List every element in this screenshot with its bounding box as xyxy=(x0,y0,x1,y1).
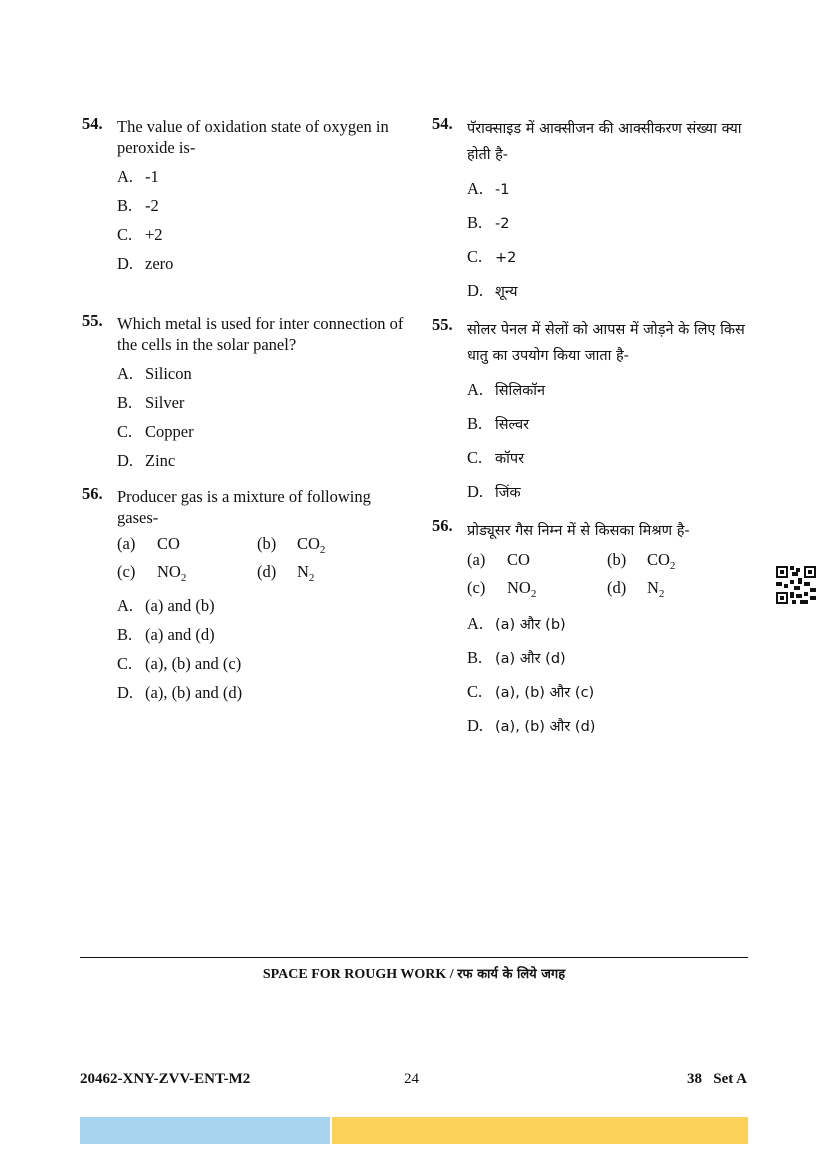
question-text: The value of oxidation state of oxygen in peroxide is- xyxy=(117,117,389,157)
question-number: 54. xyxy=(432,114,453,133)
options-list xyxy=(117,165,412,281)
gas-item-b: (b) $CO_2$ xyxy=(607,550,676,572)
gas-item-c: (c) $NO_2$ xyxy=(117,562,187,584)
footer-bar-yellow xyxy=(332,1117,748,1144)
option-d: D. (a), (b) और (d) xyxy=(467,716,596,735)
options-list xyxy=(117,594,412,710)
options-list xyxy=(467,376,762,512)
question-55-english xyxy=(82,313,412,478)
gas-list xyxy=(117,531,412,587)
hindi-column xyxy=(432,116,762,746)
question-54-english xyxy=(82,116,412,281)
gas-item-d: (d) $N_2$ xyxy=(257,562,315,584)
gas-item-c: (c) $NO_2$ xyxy=(467,578,537,600)
option-d: D. शून्य xyxy=(467,281,518,300)
gas-item-d: (d) $N_2$ xyxy=(607,578,665,600)
gas-item-b: (b) $CO_2$ xyxy=(257,534,326,556)
option-b: B. (a) and (d) xyxy=(117,625,215,644)
paper-code: 20462-XNY-ZVV-ENT-M2 xyxy=(80,1071,251,1087)
option-a: A. सिलिकॉन xyxy=(467,380,546,399)
option-c: C. कॉपर xyxy=(467,448,525,467)
option-a: A. (a) and (b) xyxy=(117,596,215,615)
question-54-hindi xyxy=(432,116,762,311)
set-label: 38 Set A xyxy=(687,1071,747,1087)
rough-work-divider xyxy=(80,957,748,958)
question-56-english xyxy=(82,486,412,710)
gas-item-a: (a) CO xyxy=(117,534,180,553)
question-text: सोलर पेनल में सेलों को आपस में जोड़ने के लिए किस धातु का उपयोग किया जाता है- xyxy=(467,322,745,364)
question-number: 56. xyxy=(432,516,453,535)
options-list xyxy=(117,362,412,478)
gas-list xyxy=(467,547,762,603)
option-a: A. -1 xyxy=(117,167,159,186)
option-a: A. (a) और (b) xyxy=(467,614,566,633)
rough-work-label: SPACE FOR ROUGH WORK / रफ कार्य के लिये जगह xyxy=(262,967,566,982)
option-c: C. (a), (b) और (c) xyxy=(467,682,595,701)
options-list xyxy=(467,610,762,746)
question-56-hindi xyxy=(432,518,762,746)
option-b: B. सिल्वर xyxy=(467,414,530,433)
option-d: D. जिंक xyxy=(467,482,521,501)
question-number: 54. xyxy=(82,114,103,133)
question-number: 56. xyxy=(82,484,103,503)
option-b: B. Silver xyxy=(117,393,185,412)
question-text: Producer gas is a mixture of following gases- xyxy=(117,487,371,527)
qr-code-icon xyxy=(776,566,816,604)
option-d: D. zero xyxy=(117,254,174,273)
page-number: 24 xyxy=(404,1071,419,1087)
question-55-hindi xyxy=(432,317,762,512)
english-column xyxy=(82,116,412,710)
option-b: B. -2 xyxy=(117,196,159,215)
question-number: 55. xyxy=(432,315,453,334)
options-list xyxy=(467,175,762,311)
option-c: C. +2 xyxy=(467,247,517,266)
option-b: B. -2 xyxy=(467,213,510,232)
footer-bar-blue xyxy=(80,1117,330,1144)
option-a: A. -1 xyxy=(467,179,510,198)
question-text: प्रोड्यूसर गैस निम्न में से किसका मिश्रण है- xyxy=(467,523,690,539)
question-text: पॅराक्साइड में आक्सीजन की आक्सीकरण संख्या क्या होती है- xyxy=(467,121,742,163)
gas-item-a: (a) CO xyxy=(467,550,530,569)
option-d: D. (a), (b) and (d) xyxy=(117,683,243,702)
question-text: Which metal is used for inter connection of the cells in the solar panel? xyxy=(117,314,404,354)
option-c: C. +2 xyxy=(117,225,163,244)
option-a: A. Silicon xyxy=(117,364,192,383)
question-number: 55. xyxy=(82,311,103,330)
option-b: B. (a) और (d) xyxy=(467,648,566,667)
option-c: C. (a), (b) and (c) xyxy=(117,654,242,673)
option-c: C. Copper xyxy=(117,422,194,441)
option-d: D. Zinc xyxy=(117,451,176,470)
